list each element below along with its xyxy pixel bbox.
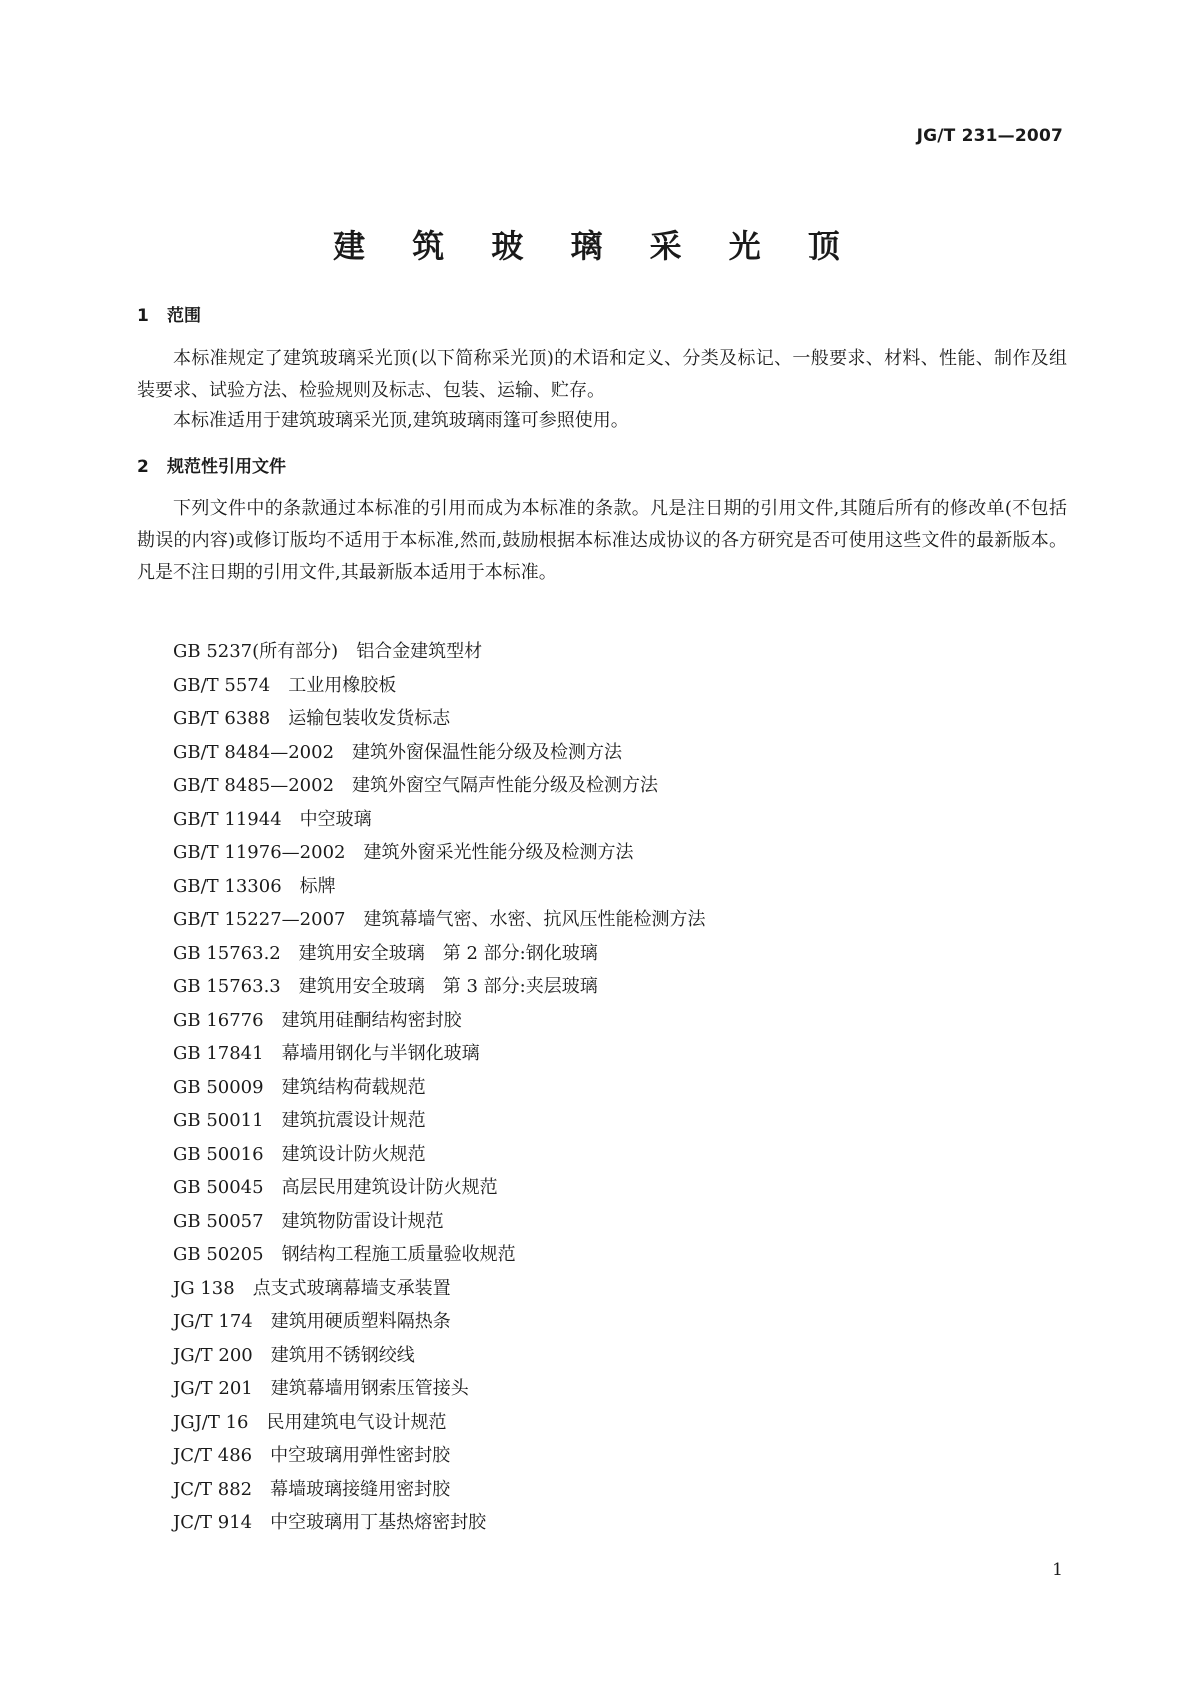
reference-code: GB/T 8485—2002: [173, 775, 335, 796]
document-title: 建 筑 玻 璃 采 光 顶: [333, 227, 858, 265]
reference-item: [173, 1305, 705, 1339]
section-heading-normative-references: [137, 455, 286, 479]
reference-title: 民用建筑电气设计规范: [266, 1411, 447, 1433]
standard-code-header: JG/T 231—2007: [916, 126, 1063, 146]
reference-title: 建筑幕墙用钢索压管接头: [270, 1378, 469, 1399]
reference-item: [173, 836, 705, 870]
reference-code: GB 15763.3: [173, 976, 281, 997]
reference-code: GB 50205: [173, 1244, 264, 1265]
paragraph: 本标准适用于建筑玻璃采光顶,建筑玻璃雨篷可参照使用。: [173, 410, 629, 431]
reference-code: GB 50009: [173, 1076, 264, 1098]
reference-code: GB 50016: [173, 1143, 264, 1165]
section-title: 规范性引用文件: [167, 457, 286, 477]
reference-code: JG/T 200: [173, 1344, 253, 1366]
reference-item: [173, 1406, 705, 1440]
reference-code: JC/T 882: [173, 1478, 253, 1500]
reference-code: GB 50045: [173, 1177, 264, 1198]
reference-item: [173, 1171, 705, 1205]
section-number: 1: [137, 306, 149, 326]
paragraph: 本标准规定了建筑玻璃采光顶(以下简称采光顶)的术语和定义、分类及标记、一般要求、材料、性能、制作及组装要求、试验方法、检验规则及标志、包装、运输、贮存。: [137, 348, 1067, 401]
reference-code: GB 50057: [173, 1210, 264, 1232]
section-title: 范围: [167, 306, 201, 326]
reference-code: JG 138: [173, 1277, 235, 1299]
reference-title: 中空玻璃用丁基热熔密封胶: [270, 1512, 487, 1533]
reference-item: [173, 937, 705, 971]
paragraph: 下列文件中的条款通过本标准的引用而成为本标准的条款。凡是注日期的引用文件,其随后所有的修改单(不包括勘误的内容)或修订版均不适用于本标准,然而,鼓励根据本标准达成协议的各方研究是否可使用这些文件的最新版本。凡是不注日期的引用文件,其最新版本适用于本标准。: [137, 498, 1067, 583]
section-number: 2: [137, 457, 149, 477]
reference-item: [173, 1506, 705, 1540]
reference-title: 标牌: [299, 875, 336, 897]
reference-code: GB/T 5574: [173, 674, 271, 696]
reference-item: [173, 1372, 705, 1406]
reference-item: [173, 903, 705, 937]
reference-item: [173, 702, 705, 736]
reference-title: 建筑用硅酮结构密封胶: [281, 1009, 462, 1031]
reference-title: 建筑用不锈钢绞线: [270, 1344, 415, 1366]
reference-item: [173, 1071, 705, 1105]
reference-item: [173, 1339, 705, 1373]
reference-list: [173, 635, 705, 1540]
reference-title: 建筑抗震设计规范: [281, 1110, 426, 1131]
reference-item: [173, 1104, 705, 1138]
reference-item: [173, 669, 705, 703]
reference-code: GB 5237(所有部分): [173, 641, 339, 662]
reference-item: [173, 1138, 705, 1172]
reference-code: GB/T 15227—2007: [173, 909, 346, 930]
reference-title: 幕墙用钢化与半钢化玻璃: [281, 1043, 480, 1064]
reference-item: [173, 736, 705, 770]
reference-title: 建筑幕墙气密、水密、抗风压性能检测方法: [363, 909, 706, 930]
reference-item: [173, 1037, 705, 1071]
reference-title: 建筑物防雷设计规范: [281, 1210, 444, 1232]
reference-item: [173, 1272, 705, 1306]
reference-code: JC/T 486: [173, 1445, 253, 1466]
reference-title: 幕墙玻璃接缝用密封胶: [270, 1478, 451, 1500]
reference-code: GB 15763.2: [173, 942, 281, 964]
reference-code: GB 16776: [173, 1009, 264, 1031]
reference-item: [173, 1004, 705, 1038]
reference-title: 工业用橡胶板: [288, 674, 397, 696]
reference-title: 高层民用建筑设计防火规范: [281, 1177, 498, 1198]
reference-title: 建筑用安全玻璃 第 2 部分:钢化玻璃: [298, 942, 598, 964]
reference-code: GB/T 6388: [173, 708, 271, 729]
reference-title: 建筑用硬质塑料隔热条: [270, 1311, 451, 1332]
section-heading-scope: [137, 304, 201, 328]
reference-item: [173, 803, 705, 837]
reference-code: GB/T 11944: [173, 808, 282, 830]
reference-code: JG/T 201: [173, 1378, 253, 1399]
reference-item: [173, 1238, 705, 1272]
reference-title: 建筑设计防火规范: [281, 1143, 426, 1165]
reference-title: 点支式玻璃幕墙支承装置: [252, 1277, 451, 1299]
reference-item: [173, 1473, 705, 1507]
reference-title: 建筑结构荷载规范: [281, 1076, 426, 1098]
reference-item: [173, 1205, 705, 1239]
reference-code: JC/T 914: [173, 1512, 253, 1533]
reference-title: 钢结构工程施工质量验收规范: [281, 1244, 516, 1265]
reference-title: 运输包装收发货标志: [288, 708, 451, 729]
reference-code: GB/T 8484—2002: [173, 741, 335, 763]
reference-title: 中空玻璃用弹性密封胶: [270, 1445, 451, 1466]
reference-code: JG/T 174: [173, 1311, 253, 1332]
reference-title: 建筑外窗空气隔声性能分级及检测方法: [352, 775, 659, 796]
reference-title: 建筑外窗采光性能分级及检测方法: [363, 842, 634, 863]
reference-item: [173, 635, 705, 669]
reference-item: [173, 1439, 705, 1473]
reference-code: GB/T 13306: [173, 875, 282, 897]
reference-code: GB 50011: [173, 1110, 264, 1131]
reference-title: 建筑用安全玻璃 第 3 部分:夹层玻璃: [298, 976, 598, 997]
reference-item: [173, 769, 705, 803]
reference-code: GB/T 11976—2002: [173, 842, 346, 863]
reference-code: JGJ/T 16: [173, 1411, 249, 1433]
reference-item: [173, 970, 705, 1004]
page-number: 1: [1052, 1560, 1063, 1580]
reference-item: [173, 870, 705, 904]
reference-title: 中空玻璃: [299, 808, 372, 830]
reference-title: 建筑外窗保温性能分级及检测方法: [352, 741, 623, 763]
reference-title: 铝合金建筑型材: [356, 641, 483, 662]
reference-code: GB 17841: [173, 1043, 264, 1064]
